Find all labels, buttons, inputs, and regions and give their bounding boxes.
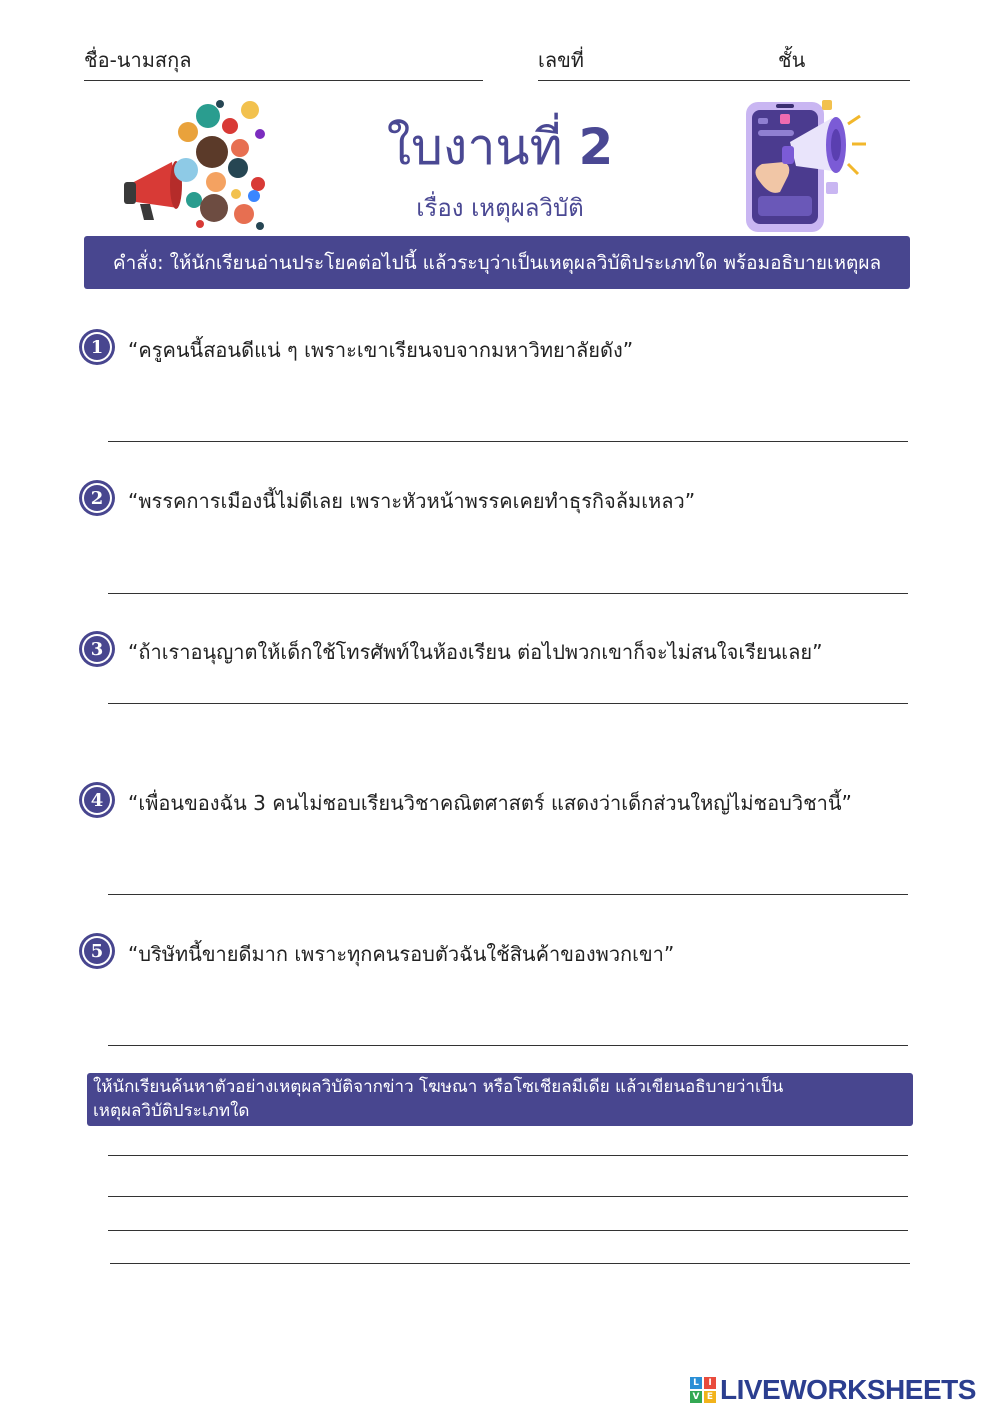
question-text-4: “เพื่อนของฉัน 3 คนไม่ชอบเรียนวิชาคณิตศาสตร์ แสดงว่าเด็กส่วนใหญ่ไม่ชอบวิชานี้” bbox=[128, 791, 852, 815]
number-label: เลขที่ bbox=[538, 48, 584, 72]
instruction-text: คำสั่ง: ให้นักเรียนอ่านประโยคต่อไปนี้ แล้วระบุว่าเป็นเหตุผลวิบัติประเภทใด พร้อมอธิบายเหตุผล bbox=[112, 251, 882, 274]
liveworksheets-wordmark: LIVEWORKSHEETS bbox=[720, 1374, 976, 1405]
answer-line-1[interactable] bbox=[108, 441, 908, 442]
task2-answer-line-1[interactable] bbox=[108, 1155, 908, 1156]
task2-line-1: ให้นักเรียนค้นหาตัวอย่างเหตุผลวิบัติจากข่าว โฆษณา หรือโซเชียลมีเดีย แล้วเขียนอธิบายว่าเป็น bbox=[93, 1077, 784, 1097]
question-number-3: 3 bbox=[82, 634, 112, 664]
question-text-1: “ครูคนนี้สอนดีแน่ ๆ เพราะเขาเรียนจบจากมหาวิทยาลัยดัง” bbox=[128, 338, 634, 362]
logo-mark-v: V bbox=[690, 1391, 702, 1403]
logo-mark-i: I bbox=[704, 1377, 716, 1389]
task2-line-2: เหตุผลวิบัติประเภทใด bbox=[93, 1101, 250, 1121]
answer-line-2[interactable] bbox=[108, 593, 908, 594]
name-label: ชื่อ-นามสกุล bbox=[84, 48, 192, 72]
phone-megaphone-icon bbox=[740, 96, 870, 236]
answer-line-5[interactable] bbox=[108, 1045, 908, 1046]
question-text-3: “ถ้าเราอนุญาตให้เด็กใช้โทรศัพท์ในห้องเรียน ต่อไปพวกเขาก็จะไม่สนใจเรียนเลย” bbox=[128, 640, 823, 664]
megaphone-social-icon bbox=[120, 96, 270, 236]
task2-answer-line-2[interactable] bbox=[108, 1196, 908, 1197]
answer-line-4[interactable] bbox=[108, 894, 908, 895]
logo-mark-l: L bbox=[690, 1377, 702, 1389]
question-number-5: 5 bbox=[82, 936, 112, 966]
title-number: 2 bbox=[578, 118, 614, 176]
question-text-5: “บริษัทนี้ขายดีมาก เพราะทุกคนรอบตัวฉันใช้สินค้าของพวกเขา” bbox=[128, 942, 675, 966]
question-number-4: 4 bbox=[82, 785, 112, 815]
answer-line-3[interactable] bbox=[108, 703, 908, 704]
worksheet-subtitle: เรื่อง เหตุผลวิบัติ bbox=[416, 194, 584, 222]
question-text-2: “พรรคการเมืองนี้ไม่ดีเลย เพราะหัวหน้าพรรคเคยทำธุรกิจล้มเหลว” bbox=[128, 489, 696, 513]
logo-mark-e: E bbox=[704, 1391, 716, 1403]
class-label: ชั้น bbox=[778, 48, 806, 72]
title-prefix: ใบงานที่ bbox=[386, 118, 563, 176]
task2-answer-line-3[interactable] bbox=[108, 1230, 908, 1231]
task2-banner bbox=[87, 1073, 913, 1126]
question-number-2: 2 bbox=[82, 483, 112, 513]
liveworksheets-mark-icon bbox=[690, 1377, 716, 1403]
liveworksheets-logo bbox=[690, 1372, 990, 1408]
worksheet-title bbox=[320, 108, 680, 187]
task2-answer-line-4[interactable] bbox=[110, 1263, 910, 1264]
instruction-banner bbox=[84, 236, 910, 289]
number-class-line[interactable] bbox=[538, 80, 910, 81]
question-number-1: 1 bbox=[82, 332, 112, 362]
name-line[interactable] bbox=[84, 80, 483, 81]
